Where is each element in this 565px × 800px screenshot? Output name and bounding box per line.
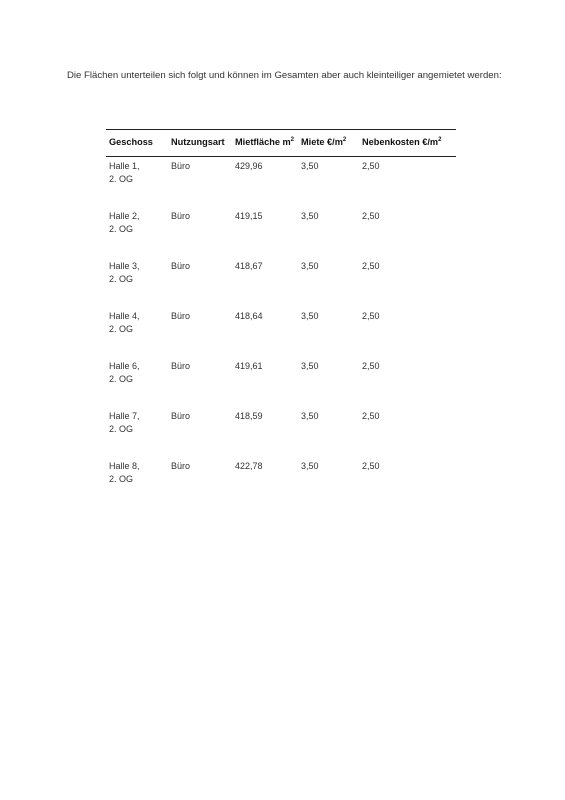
cell-miete [298, 407, 359, 457]
cell-geschoss-text: 2. OG [109, 473, 134, 484]
cell-nebenkosten [359, 257, 456, 307]
cell-nebenkosten [359, 357, 456, 407]
cell-mietflaeche-text: 422,78 [235, 461, 263, 471]
cell-geschoss-text: 2. OG [109, 273, 134, 284]
cell-miete-text: 3,50 [301, 161, 319, 171]
header-nebenkosten: Nebenkosten $€/m^2$ [362, 136, 442, 147]
cell-nebenkosten [359, 407, 456, 457]
cell-geschoss-text: Halle 7, [109, 411, 140, 421]
cell-geschoss [106, 357, 168, 407]
cell-miete-text: 3,50 [301, 311, 319, 321]
cell-nutzungsart-text: Büro [171, 461, 191, 471]
cell-geschoss-text: 2. OG [109, 323, 134, 334]
cell-nutzungsart [168, 407, 232, 457]
cell-mietflaeche-text: 419,15 [235, 211, 263, 221]
cell-geschoss-text: Halle 8, [109, 461, 140, 471]
cell-nebenkosten-text: 2,50 [362, 461, 380, 471]
table-row [106, 457, 456, 507]
cell-geschoss-text: Halle 6, [109, 361, 140, 371]
header-geschoss: Geschoss [109, 136, 153, 147]
cell-miete-text: 3,50 [301, 361, 319, 371]
cell-nutzungsart-text: Büro [171, 261, 191, 271]
header-mietflaeche: Mietfläche $m^2$ [235, 136, 294, 147]
table-row [106, 207, 456, 257]
cell-mietflaeche [232, 157, 298, 208]
cell-miete-text: 3,50 [301, 411, 319, 421]
cell-geschoss-text: Halle 1, [109, 161, 140, 171]
cell-nebenkosten-text: 2,50 [362, 411, 380, 421]
cell-nebenkosten-text: 2,50 [362, 261, 380, 271]
cell-nutzungsart [168, 257, 232, 307]
cell-mietflaeche [232, 357, 298, 407]
cell-miete-text: 3,50 [301, 211, 319, 221]
header-miete: Miete $€/m^2$ [301, 136, 347, 147]
cell-mietflaeche-text: 418,59 [235, 411, 263, 421]
cell-nutzungsart-text: Büro [171, 211, 191, 221]
cell-nutzungsart-text: Büro [171, 411, 191, 421]
cell-mietflaeche [232, 407, 298, 457]
cell-miete [298, 207, 359, 257]
cell-geschoss-text: 2. OG [109, 373, 134, 384]
cell-nutzungsart-text: Büro [171, 161, 191, 171]
cell-mietflaeche-text: 419,61 [235, 361, 263, 371]
cell-nutzungsart [168, 157, 232, 208]
cell-nutzungsart [168, 207, 232, 257]
cell-miete [298, 457, 359, 507]
intro-paragraph: Die Flächen unterteilen sich folgt und können im Gesamten aber auch kleinteiliger angemietet werden: [67, 70, 502, 81]
cell-nebenkosten-text: 2,50 [362, 161, 380, 171]
cell-mietflaeche [232, 307, 298, 357]
cell-nebenkosten [359, 207, 456, 257]
cell-miete [298, 157, 359, 208]
table-row [106, 157, 456, 208]
cell-mietflaeche [232, 207, 298, 257]
cell-geschoss-text: 2. OG [109, 173, 134, 184]
cell-miete [298, 357, 359, 407]
cell-geschoss-text: 2. OG [109, 223, 134, 234]
cell-nebenkosten-text: 2,50 [362, 211, 380, 221]
cell-nutzungsart [168, 307, 232, 357]
cell-geschoss-text: Halle 4, [109, 311, 140, 321]
cell-miete-text: 3,50 [301, 261, 319, 271]
cell-mietflaeche-text: 429,96 [235, 161, 263, 171]
cell-nutzungsart [168, 457, 232, 507]
header-nutzungsart: Nutzungsart [171, 136, 225, 147]
cell-nutzungsart-text: Büro [171, 361, 191, 371]
cell-nebenkosten-text: 2,50 [362, 311, 380, 321]
cell-geschoss-text: 2. OG [109, 423, 134, 434]
table-row [106, 257, 456, 307]
cell-geschoss [106, 207, 168, 257]
cell-geschoss [106, 457, 168, 507]
cell-mietflaeche [232, 257, 298, 307]
cell-nutzungsart [168, 357, 232, 407]
cell-nebenkosten-text: 2,50 [362, 361, 380, 371]
cell-geschoss [106, 407, 168, 457]
cell-miete-text: 3,50 [301, 461, 319, 471]
table-body [106, 157, 456, 508]
table-row [106, 407, 456, 457]
cell-geschoss [106, 257, 168, 307]
cell-mietflaeche-text: 418,64 [235, 311, 263, 321]
cell-miete [298, 307, 359, 357]
table-header-row [106, 130, 456, 157]
cell-geschoss [106, 307, 168, 357]
cell-nebenkosten [359, 307, 456, 357]
cell-geschoss-text: Halle 3, [109, 261, 140, 271]
cell-geschoss-text: Halle 2, [109, 211, 140, 221]
cell-nutzungsart-text: Büro [171, 311, 191, 321]
cell-miete [298, 257, 359, 307]
cell-mietflaeche [232, 457, 298, 507]
cell-nebenkosten [359, 157, 456, 208]
table-row [106, 357, 456, 407]
cell-mietflaeche-text: 418,67 [235, 261, 263, 271]
cell-geschoss [106, 157, 168, 208]
table-row [106, 307, 456, 357]
rental-areas-table [106, 129, 456, 507]
cell-nebenkosten [359, 457, 456, 507]
